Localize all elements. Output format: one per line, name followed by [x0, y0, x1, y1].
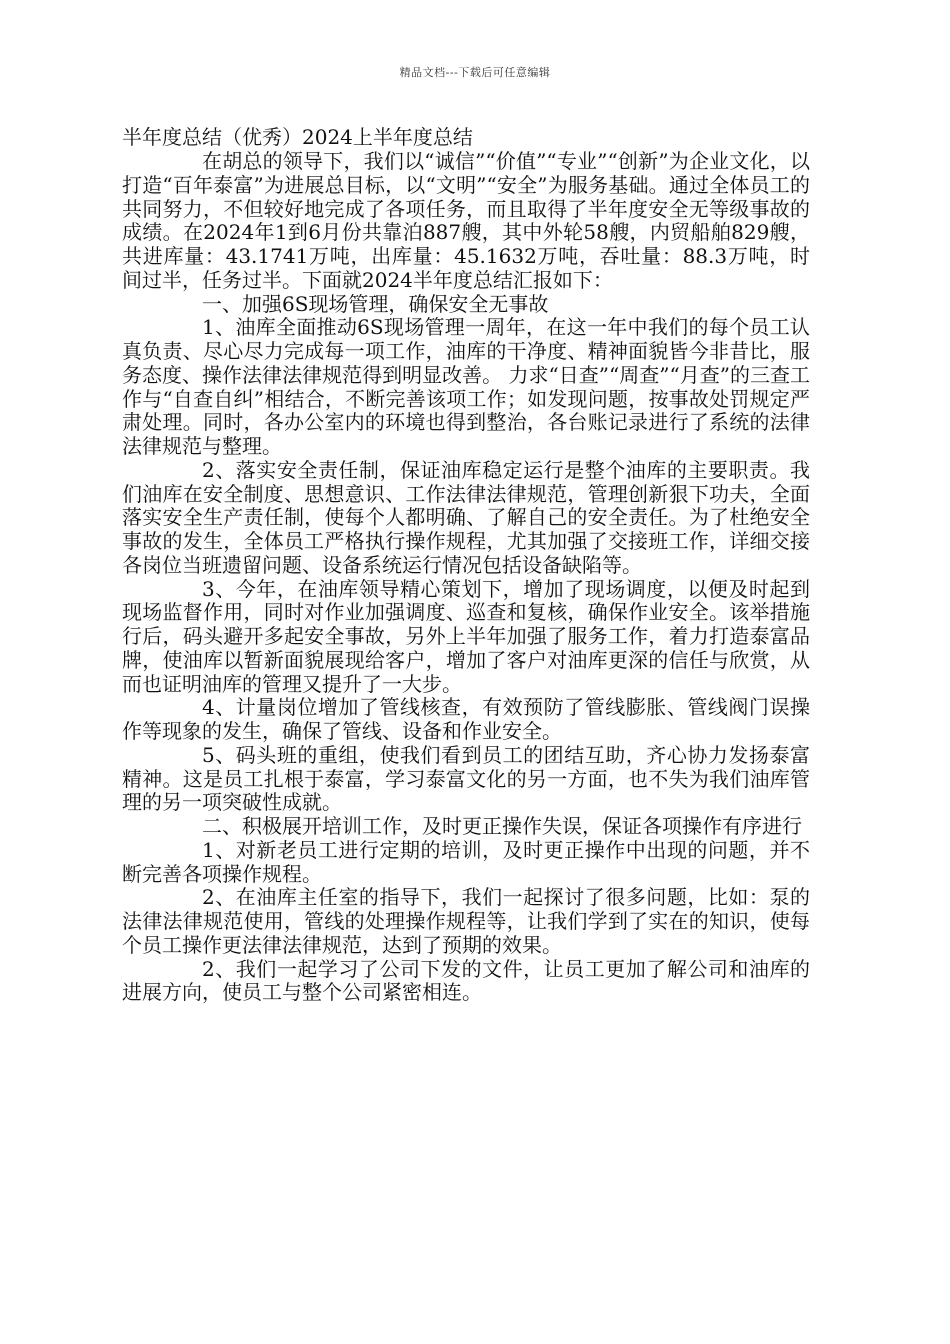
paragraph-training: 1、对新老员工进行定期的培训，及时更正操作中出现的问题，并不断完善各项操作规程。	[122, 837, 810, 886]
section-heading-2: 二、积极展开培训工作，及时更正操作失误，保证各项操作有序进行	[202, 814, 802, 838]
document-title: 半年度总结（优秀）2024上半年度总结	[122, 125, 473, 149]
intro-paragraph: 在胡总的领导下，我们以“诚信”“价值”“专业”“创新”为企业文化，以打造“百年泰富”为进展总目标，以“文明”“安全”为服务基础。通过全体员工的共同努力，不但较好地完成了各项任务，而且取得了半年度安全无等级事故的成绩。在2024年1到6月份共靠泊887艘，其中外轮58艘，内贸船舶829艘，共进库量：43.1741万吨，出库量：45.1632万吨，吞吐量：88.3万吨，时间过半，任务过半。下面就2024半年度总结汇报如下：	[122, 149, 810, 292]
paragraph-safety-responsibility: 2、落实安全责任制，保证油库稳定运行是整个油库的主要职责。我们油库在安全制度、思想意识、工作法律法律规范，管理创新狠下功夫，全面落实安全生产责任制，使每个人都明确、了解自己的安全责任。为了杜绝安全事故的发生，全体员工严格执行操作规程，尤其加强了交接班工作，详细交接各岗位当班遗留问题、设备系统运行情况包括设备缺陷等。	[122, 457, 810, 577]
paragraph-6s-management: 1、油库全面推动6S现场管理一周年，在这一年中我们的每个员工认真负责、尽心尽力完成每一项工作，油库的干净度、精神面貌皆今非昔比，服务态度、操作法律法律规范得到明显改善。 力求“日查”“周查”“月查”的三查工作与“自查自纠”相结合，不断完善该项工作；如发现问题，按事故处罚规定严肃处理。同时，各办公室内的环境也得到整治，各台账记录进行了系统的法律法律规范与整理。	[122, 315, 810, 458]
paragraph-pipeline-check: 4、计量岗位增加了管线核查，有效预防了管线膨胀、管线阀门误操作等现象的发生，确保了管线、设备和作业安全。	[122, 695, 810, 743]
paragraph-dock-team: 5、码头班的重组，使我们看到员工的团结互助，齐心协力发扬泰富精神。这是员工扎根于泰富，学习泰富文化的另一方面，也不失为我们油库管理的另一项突破性成就。	[122, 742, 810, 815]
document-body	[122, 124, 810, 1005]
paragraph-site-dispatch: 3、今年，在油库领导精心策划下，增加了现场调度，以便及时起到现场监督作用，同时对作业加强调度、巡查和复核，确保作业安全。该举措施行后，码头避开多起安全事故，另外上半年加强了服务工作，着力打造泰富品牌，使油库以暂新面貌展现给客户，增加了客户对油库更深的信任与欣赏，从而也证明油库的管理又提升了一大步。	[122, 576, 810, 696]
paragraph-guidance: 2、在油库主任室的指导下，我们一起探讨了很多问题，比如：泵的法律法律规范使用，管线的处理操作规程等，让我们学到了实在的知识，使每个员工操作更法律法律规范，达到了预期的效果。	[122, 885, 810, 957]
section-heading-1: 一、加强6S现场管理，确保安全无事故	[202, 291, 549, 316]
page-header: 精品文档---下载后可任意编辑	[399, 66, 551, 79]
paragraph-company-docs: 2、我们一起学习了公司下发的文件，让员工更加了解公司和油库的进展方向，使员工与整个公司紧密相连。	[122, 956, 810, 1005]
